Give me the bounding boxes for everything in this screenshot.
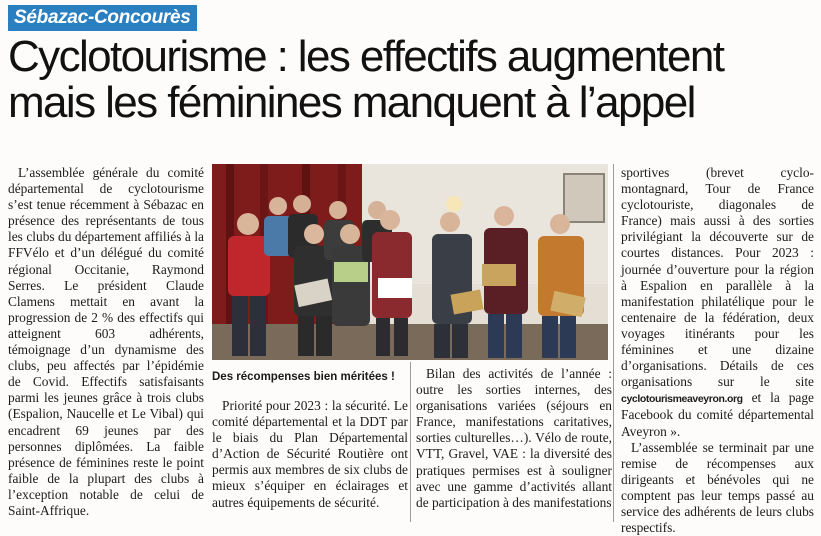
paragraph-1: L’assemblée générale du comité départemental de cyclotourisme s’est tenue récemment à Sébazac en présence des représentants de tous les clubs du département affiliés à la FFVélo et d’un délégué du comité régional Occitanie, Raymond Serres. Le président Claude Clamens mettait en avant la progression de 2 % des effectifs qui atteignent 603 adhérents, témoignage d’un dynamisme des clubs, peu affectés par l’épidémie de Covid. Effectifs satisfaisants parmi les jeunes grâce à trois clubs (Espalion, Naucelle et Le Vibal) qui encadrent 69 jeunes par des personnes diplômées. La faible présence de féminines reste le point faible de la plupart des clubs à l’exception notable de celui de Saint-Affrique. [8,165,204,518]
photo-illustration [212,164,608,360]
article-column-4 [621,165,814,536]
column-divider [613,164,614,522]
website-link[interactable]: cyclotourismeaveyron.org [621,393,743,406]
paragraph-4-end: et la page Facebook du comité départemental Aveyron ». [621,390,814,439]
article-column-1 [8,165,204,519]
paragraph-4 [621,165,814,440]
column-divider [410,362,411,522]
section-kicker: Sébazac-Concourès [8,5,197,31]
paragraph-4-text: sportives (brevet cyclo-montagnard, Tour de France cyclotouriste, diagonales de France) mais aussi à des sorties privilégiant la découverte sur de courtes distances. Pour 2023 : journée d’ouverture pour la région à Espalion en parallèle à la manifestation philatélique pour le centenaire de la fédération, deux voyages itinérants pour les féminines et une dizaine d’organisations. Détails de ces organisations sur le site [621,165,814,390]
article-column-2 [212,398,408,511]
paragraph-5: L’assemblée se terminait par une remise de récompenses aux dirigeants et bénévoles qui ne comptent pas leur temps passé au service des adhérents de leurs clubs respectifs. [621,439,814,536]
paragraph-3: Bilan des activités de l’année : outre les sorties internes, des organisations variées (séjours en France, manifestations caritatives, sorties culturelles…). Vélo de route, VTT, Gravel, VAE : la diversité des pratiques permises est à souligner avec une gamme d’activités allant de participation à des manifestations [416,366,612,510]
photo-caption: Des récompenses bien méritées ! [212,371,395,383]
group-photo [212,164,608,360]
article-column-3 [416,366,612,511]
paragraph-2: Priorité pour 2023 : la sécurité. Le comité départemental et la DDT par le biais du Plan Départemental d’Action de Sécurité Routière ont permis aux membres de six clubs de mieux s’équiper en éclairages et autres équipements de sécurité. [212,398,408,510]
headline: Cyclotourisme : les effectifs augmentent mais les féminines manquent à l’appel [8,32,724,127]
